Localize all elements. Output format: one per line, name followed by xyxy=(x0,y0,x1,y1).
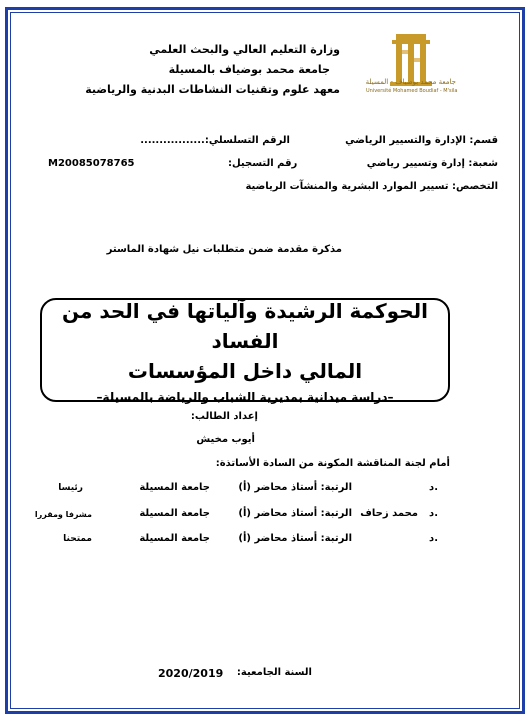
member-3-university: جامعة المسيلة xyxy=(139,533,210,544)
member-3-role: ممتحنا xyxy=(63,534,92,544)
specialty-field: التخصص: تسيير الموارد البشرية والمنشآت الرياضية xyxy=(245,181,498,192)
student-label: إعداد الطالب: xyxy=(190,411,258,422)
member-1-role: رئيسا xyxy=(58,483,83,493)
branch-field: شعبة: إدارة وتسيير رياضي xyxy=(366,158,498,169)
thesis-subtitle: –دراسة ميدانية بمديرية الشباب والرياضة بالمسيلة– xyxy=(96,390,394,404)
member-2-rank: الرتبة: أستاذ محاضر (أ) xyxy=(238,508,352,519)
thesis-note: مذكرة مقدمة ضمن متطلبات نيل شهادة الماستر xyxy=(106,244,342,255)
member-1-university: جامعة المسيلة xyxy=(139,482,210,493)
academic-year-label: السنة الجامعية: xyxy=(236,667,312,678)
thesis-title-line-2: المالي داخل المؤسسات xyxy=(127,359,363,383)
student-name: أيوب مخيش xyxy=(196,434,255,445)
registration-number: M20085078765 xyxy=(48,158,135,169)
committee-heading: أمام لجنة المناقشة المكونة من السادة الأساتذة: xyxy=(215,458,450,469)
ministry-name: وزارة التعليم العالي والبحث العلمي xyxy=(149,43,340,56)
logo-text-arabic: جامعة محمد بوضياف - المسيلة xyxy=(365,78,456,86)
member-2-title: د. xyxy=(429,508,438,519)
department-field: قسم: الإدارة والتسيير الرياضي xyxy=(345,135,498,146)
title-box xyxy=(40,298,450,402)
institute-name: معهد علوم وتقنيات النشاطات البدنية والرياضية xyxy=(85,83,340,96)
member-3-rank: الرتبة: أستاذ محاضر (أ) xyxy=(238,533,352,544)
logo-caption xyxy=(366,78,456,96)
member-2-role: مشرفا ومقررا xyxy=(34,510,92,519)
member-1-title: د. xyxy=(429,482,438,493)
member-3-title: د. xyxy=(429,533,438,544)
member-2-university: جامعة المسيلة xyxy=(139,508,210,519)
member-1-rank: الرتبة: أستاذ محاضر (أ) xyxy=(238,482,352,493)
registration-label: رقم التسجيل: xyxy=(228,158,298,169)
serial-number-field: الرقم التسلسلي:................. xyxy=(140,135,290,146)
thesis-title-line-1: الحوكمة الرشيدة وآلياتها في الحد من الفساد xyxy=(61,299,429,353)
header-block xyxy=(85,40,340,100)
academic-year-value: 2020/2019 xyxy=(158,667,224,680)
university-name: جامعة محمد بوضياف بالمسيلة xyxy=(168,63,330,76)
member-2-name: محمد زحاف xyxy=(360,508,418,519)
logo-text-french: Université Mohamed Boudiaf - M'sila xyxy=(366,88,458,94)
